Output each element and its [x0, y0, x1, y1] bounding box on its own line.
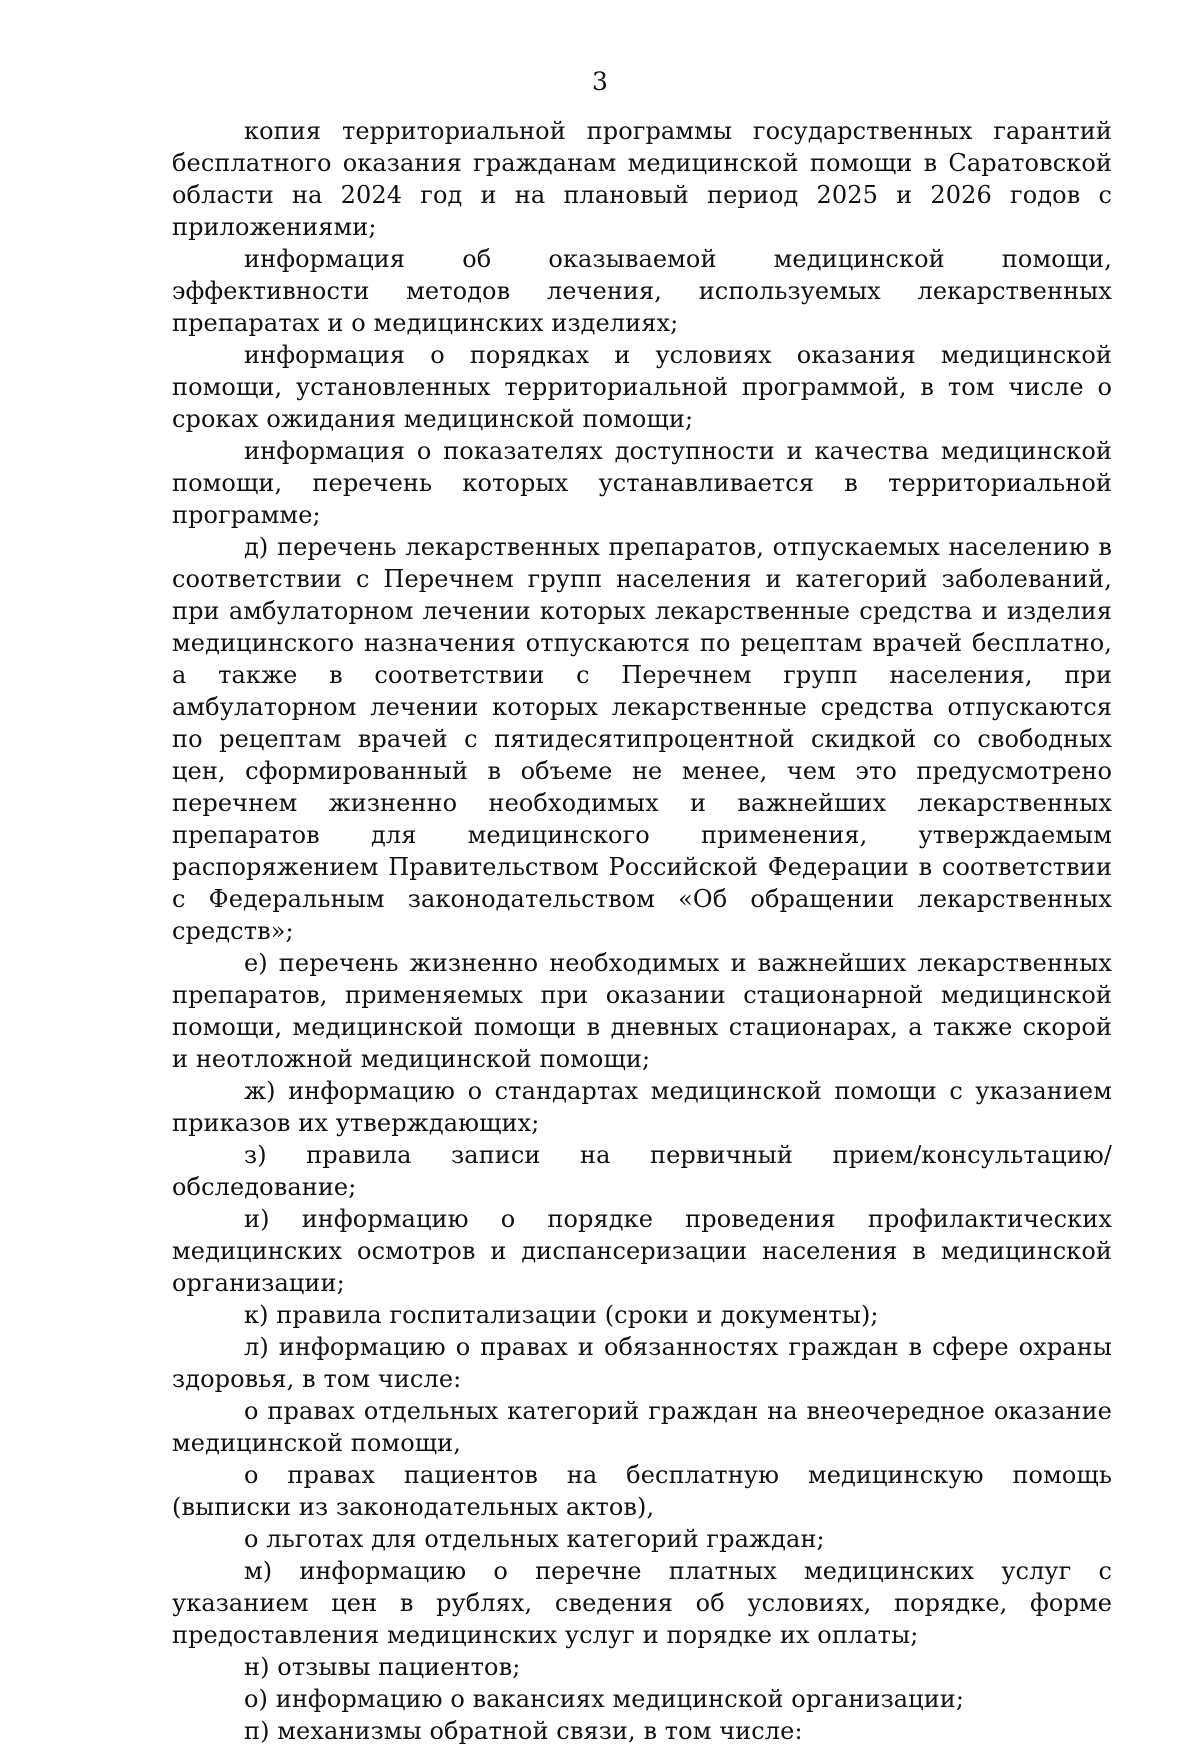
paragraph-item-n: н) отзывы пациентов; [244, 1653, 521, 1681]
page-number: 3 [592, 67, 608, 96]
paragraph-territorial-program-copy: копия территориальной программы государственных гарантий бесплатного оказания гражданам медицинской помощи в Саратовской области на 2024 год и на плановый период 2025 и 2026 годов с приложениями; [172, 117, 1112, 241]
paragraph-accessibility-indicators: информация о показателях доступности и качества медицинской помощи, перечень которых устанавливается в территориальной программе; [172, 437, 1112, 529]
paragraph-item-d: д) перечень лекарственных препаратов, отпускаемых населению в соответствии с Перечнем групп населения и категорий заболеваний, при амбулаторном лечении которых лекарственные средства и изделия медицинского назначения отпускаются по рецептам врачей бесплатно, а также в соответствии с Перечнем групп населения, при амбулаторном лечении которых лекарственные средства отпускаются по рецептам врачей с пятидесятипроцентной скидкой со свободных цен, сформированный в объеме не менее, чем это предусмотрено перечнем жизненно необходимых и важнейших лекарственных препаратов для медицинского применения, утверждаемым распоряжением Правительством Российской Федерации в соответствии с Федеральным законодательством «Об обращении лекарственных средств»; [172, 533, 1112, 945]
paragraph-medical-care-info: информация об оказываемой медицинской помощи, эффективности методов лечения, используемых лекарственных препаратах и о медицинских изделиях; [172, 245, 1112, 337]
paragraph-item-zh: ж) информацию о стандартах медицинской помощи с указанием приказов их утверждающих; [172, 1077, 1112, 1137]
paragraph-item-p: п) механизмы обратной связи, в том числе: [244, 1717, 803, 1745]
paragraph-rights-free-care: о правах пациентов на бесплатную медицинскую помощь (выписки из законодательных актов), [172, 1461, 1112, 1521]
paragraph-item-e: е) перечень жизненно необходимых и важнейших лекарственных препаратов, применяемых при оказании стационарной медицинской помощи, медицинской помощи в дневных стационарах, а также скорой и неотложной медицинской помощи; [172, 949, 1112, 1073]
paragraph-item-k: к) правила госпитализации (сроки и документы); [244, 1301, 879, 1329]
paragraph-item-o: о) информацию о вакансиях медицинской организации; [244, 1685, 965, 1713]
paragraph-benefits: о льготах для отдельных категорий граждан; [244, 1525, 825, 1553]
document-body [172, 115, 1112, 1747]
paragraph-item-z: з) правила записи на первичный прием/консультацию/обследование; [172, 1141, 1112, 1201]
paragraph-item-l: л) информацию о правах и обязанностях граждан в сфере охраны здоровья, в том числе: [172, 1333, 1112, 1393]
paragraph-procedures-and-conditions: информация о порядках и условиях оказания медицинской помощи, установленных территориальной программой, в том числе о сроках ожидания медицинской помощи; [172, 341, 1112, 433]
paragraph-item-m: м) информацию о перечне платных медицинских услуг с указанием цен в рублях, сведения об условиях, порядке, форме предоставления медицинских услуг и порядке их оплаты; [172, 1557, 1112, 1649]
paragraph-rights-priority-care: о правах отдельных категорий граждан на внеочередное оказание медицинской помощи, [172, 1397, 1112, 1457]
paragraph-item-i: и) информацию о порядке проведения профилактических медицинских осмотров и диспансеризации населения в медицинской организации; [172, 1205, 1112, 1297]
